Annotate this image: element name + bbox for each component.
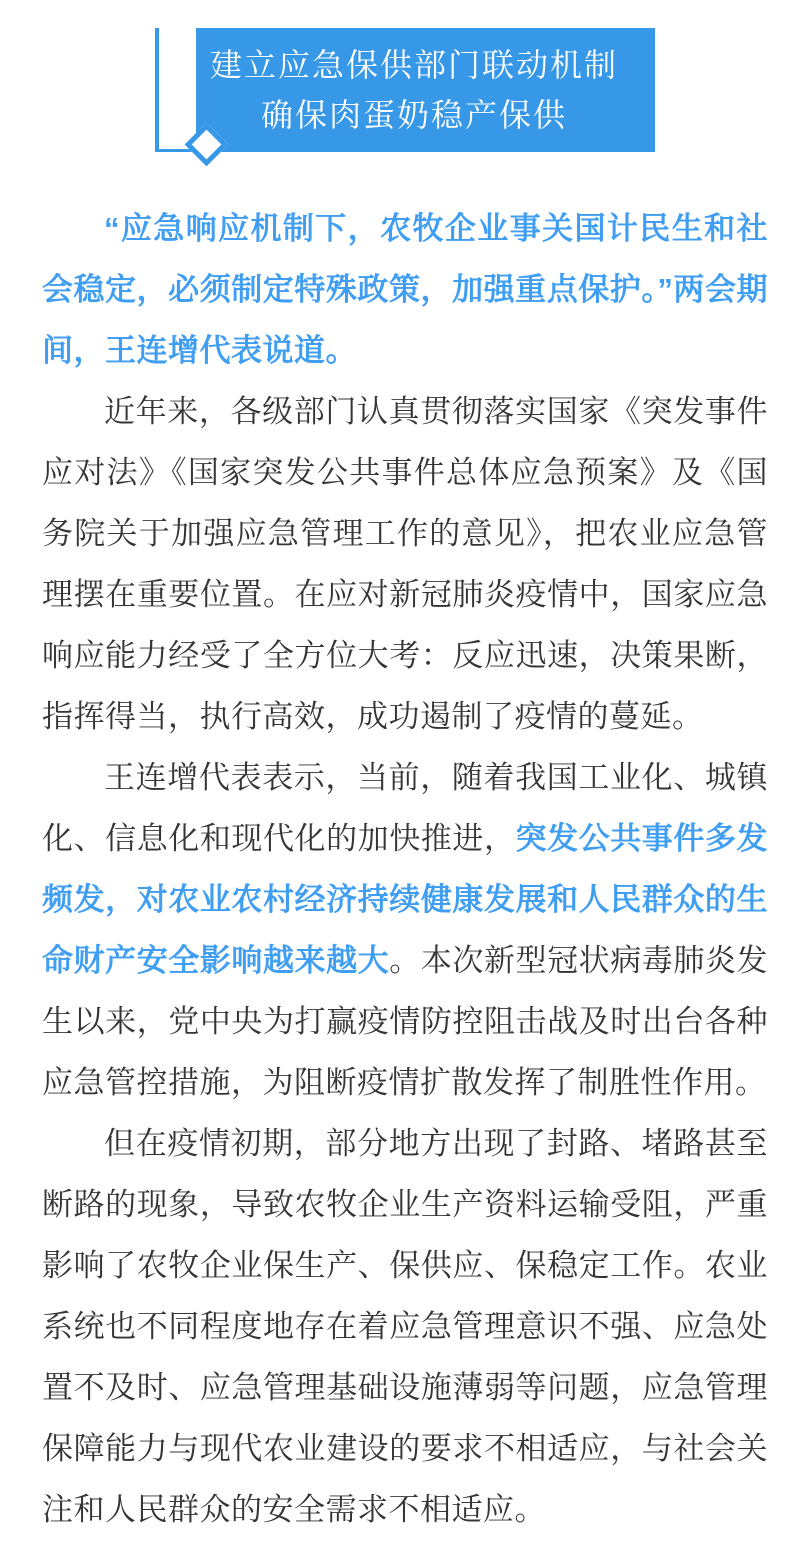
banner-title-line1: 建立应急保供部门联动机制 xyxy=(209,47,618,83)
accent-text-segment: “应急响应机制下，农牧企业事关国计民生和社会稳定，必须制定特殊政策，加强重点保护。”两会期间，王连增代表说道。 xyxy=(42,211,768,368)
body-text-segment: 近年来，各级部门认真贯彻落实国家《突发事件应对法》《国家突发公共事件总体应急预案》及《国务院关于加强应急管理工作的意见》，把农业应急管理摆在重要位置。在应对新冠肺炎疫情中，国家应急响应能力经受了全方位大考：反应迅速，决策果断，指挥得当，执行高效，成功遏制了疫情的蔓延。 xyxy=(42,394,768,734)
paragraph xyxy=(42,198,768,381)
paragraph xyxy=(42,1113,768,1540)
article xyxy=(0,198,810,1540)
body-text-segment: 王连增代表表示，当前，随着我国工业化、城镇化、信息化和现代化的加快推进， xyxy=(42,760,768,856)
paragraph xyxy=(42,381,768,747)
accent-text-segment: 突发公共事件多发频发，对农业农村经济持续健康发展和人民群众的生命财产安全影响越来越大 xyxy=(42,821,769,978)
banner-title xyxy=(155,28,655,152)
header-banner xyxy=(155,28,655,152)
body-text-segment: 。本次新型冠状病毒肺炎发生以来，党中央为打赢疫情防控阻击战及时出台各种应急管控措施，为阻断疫情扩散发挥了制胜性作用。 xyxy=(42,943,768,1100)
body-text-segment: 但在疫情初期，部分地方出现了封路、堵路甚至断路的现象，导致农牧企业生产资料运输受阻，严重影响了农牧企业保生产、保供应、保稳定工作。农业系统也不同程度地存在着应急管理意识不强、应急处置不及时、应急管理基础设施薄弱等问题，应急管理保障能力与现代农业建设的要求不相适应，与社会关注和人民群众的安全需求不相适应。 xyxy=(42,1126,768,1527)
paragraph xyxy=(42,747,768,1113)
banner-title-line2: 确保肉蛋奶稳产保供 xyxy=(260,97,567,133)
